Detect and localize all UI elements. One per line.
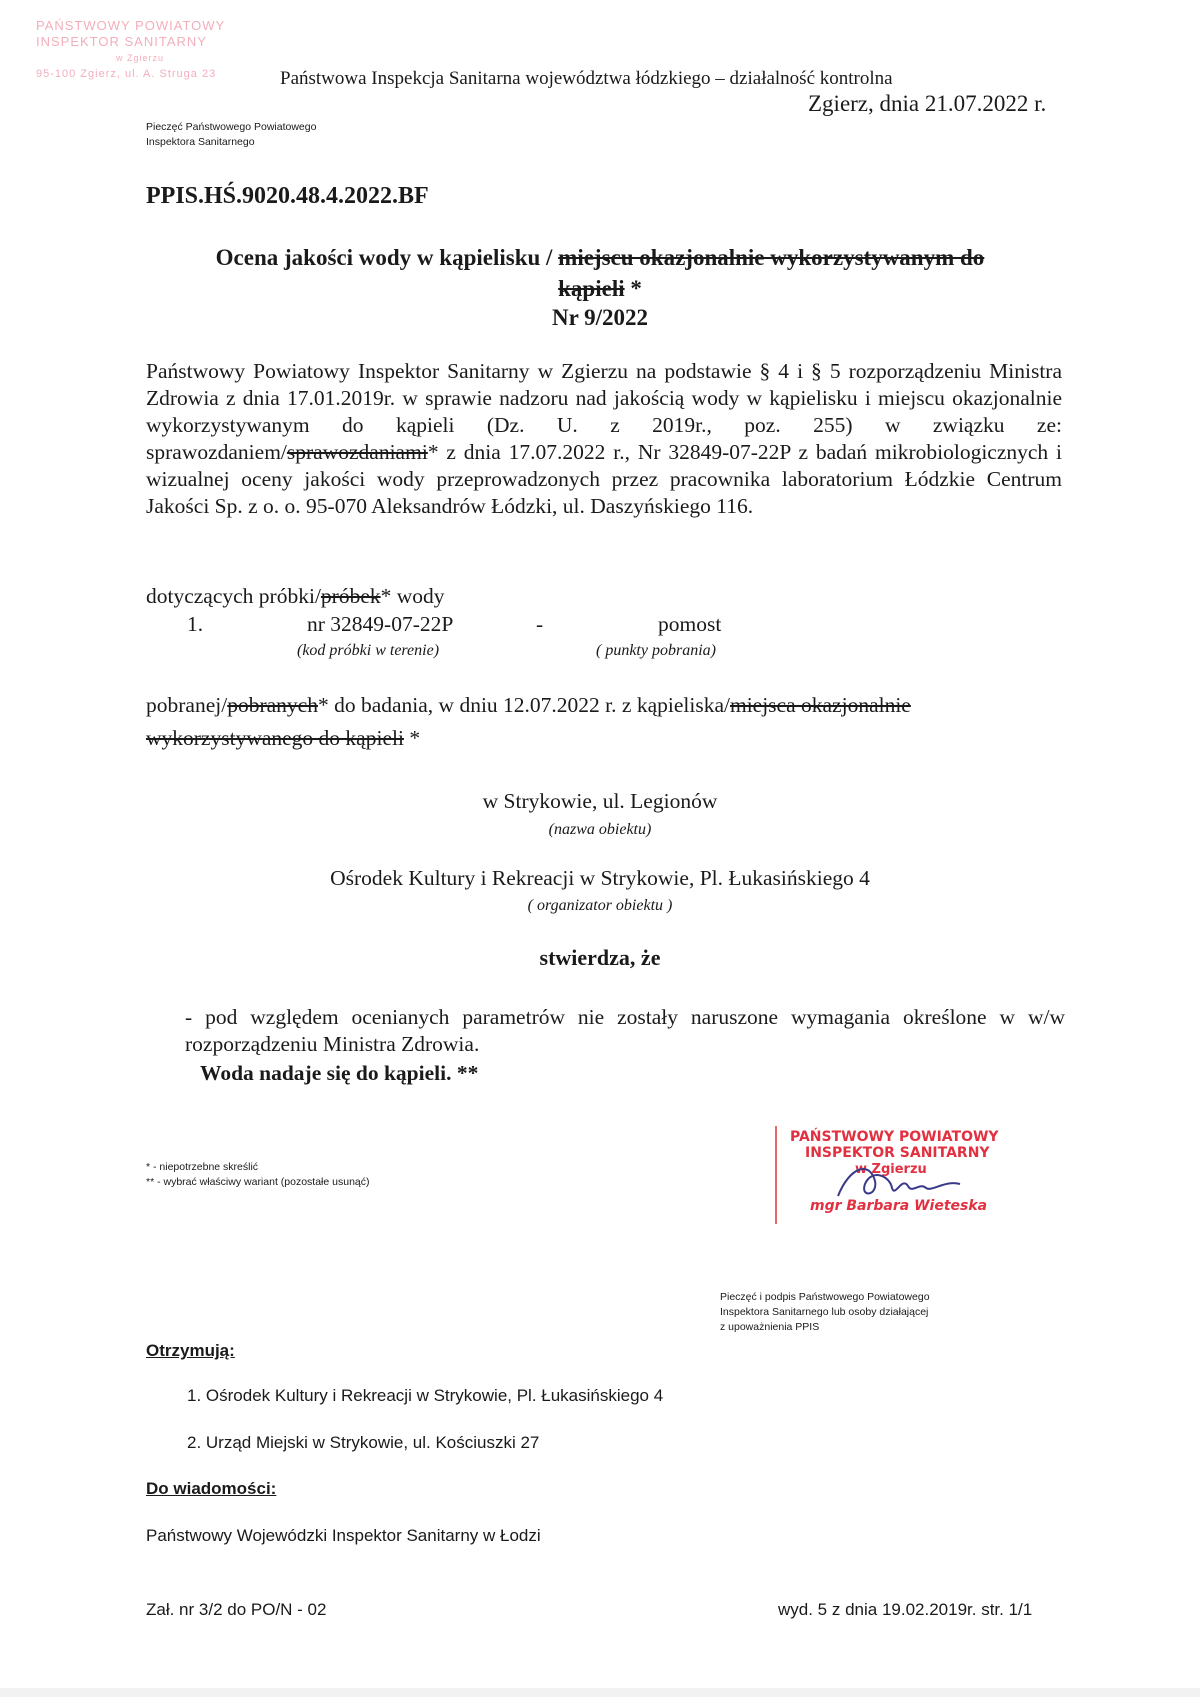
- signature-stamp-line: w Zgierzu: [855, 1162, 927, 1177]
- signature-stamp: [775, 1126, 1025, 1226]
- footnote: ** - wybrać właściwy wariant (pozostałe usunąć): [146, 1176, 370, 1188]
- states-heading: stwierdza, że: [539, 945, 661, 970]
- body-struck-text: sprawozdaniami: [286, 440, 428, 464]
- document-title: [0, 245, 1200, 271]
- handwritten-signature: [830, 1156, 970, 1206]
- object-organizer: Ośrodek Kultury i Rekreacji w Strykowie, Pl. Łukasińskiego 4: [330, 866, 870, 890]
- title-asterisk: *: [624, 276, 642, 301]
- sample-intro-text: * wody: [380, 584, 445, 608]
- sample-intro-text: dotyczących próbki/: [146, 584, 321, 608]
- collection-text: * do badania, w dniu 12.07.2022 r. z kąpieliska/: [317, 693, 730, 717]
- body-text: * z dnia 17.07.2022 r., Nr 32849-07-22P z badań mikrobiologicznych i wizualnej oceny jakości wody przeprowadzonych przez pracownika laboratorium Łódzkie Centrum Jakości Sp. z o. o. 95-070 Aleksandrów Łódzki, ul. Daszyńskiego 116.: [146, 440, 1062, 518]
- body-paragraph: [146, 358, 1062, 520]
- sample-code: nr 32849-07-22P: [307, 612, 454, 636]
- sample-dash: -: [536, 612, 544, 636]
- collection-text: *: [403, 726, 421, 750]
- document-number: PPIS.HŚ.9020.48.4.2022.BF: [146, 183, 429, 209]
- signature-stamp-name: mgr Barbara Wieteska: [810, 1198, 988, 1214]
- collection-struck: pobranych: [227, 693, 318, 717]
- title-struck-text: kąpieli: [558, 276, 625, 301]
- sample-point-caption: ( punkty pobrania): [596, 642, 716, 659]
- institution-header: Państwowa Inspekcja Sanitarna województwa łódzkiego – działalność kontrolna: [280, 68, 893, 89]
- recipient-item: 2. Urząd Miejski w Strykowie, ul. Kościuszki 27: [187, 1433, 540, 1452]
- object-name-caption: (nazwa obiektu): [548, 821, 652, 838]
- collection-paragraph: [146, 689, 1066, 755]
- stamp-line: INSPEKTOR SANITARNY: [36, 34, 207, 49]
- signature-caption-line: Pieczęć i podpis Państwowego Powiatowego: [720, 1291, 930, 1303]
- header-stamp: [36, 18, 286, 82]
- stamp-line: 95-100 Zgierz, ul. A. Struga 23: [36, 68, 217, 80]
- signature-caption-line: Inspektora Sanitarnego lub osoby działającej: [720, 1306, 929, 1318]
- for-info-recipient: Państwowy Wojewódzki Inspektor Sanitarny w Łodzi: [146, 1526, 541, 1545]
- signature-stamp-line: INSPEKTOR SANITARNY: [805, 1145, 990, 1161]
- footnote: * - niepotrzebne skreślić: [146, 1161, 259, 1173]
- stamp-line: w Zgierzu: [116, 53, 165, 63]
- sample-intro: [146, 584, 445, 609]
- footer-edition: wyd. 5 z dnia 19.02.2019r. str. 1/1: [778, 1600, 1033, 1619]
- title-text: Ocena jakości wody w kąpielisku /: [215, 245, 559, 270]
- signature-caption-line: z upoważnienia PPIS: [720, 1321, 820, 1333]
- sample-code-caption: (kod próbki w terenie): [297, 642, 440, 659]
- sample-point: pomost: [658, 612, 722, 636]
- scan-edge: [0, 1688, 1200, 1697]
- object-organizer-caption: ( organizator obiektu ): [527, 897, 673, 914]
- signature-caption: [720, 1290, 930, 1335]
- title-struck-text: miejscu okazjonalnie wykorzystywanym do: [558, 245, 985, 270]
- footnotes: [146, 1160, 370, 1190]
- stamp-label-line: Pieczęć Państwowego Powiatowego: [146, 121, 317, 133]
- sample-intro-struck: próbek: [320, 584, 381, 608]
- document-title-line2: [0, 276, 1200, 302]
- stamp-border-line: [775, 1126, 777, 1224]
- recipients-heading: Otrzymują:: [146, 1341, 235, 1360]
- object-name: w Strykowie, ul. Legionów: [482, 789, 718, 813]
- collection-struck: miejsca okazjonalnie wykorzystywanego do kąpieli: [146, 693, 911, 750]
- water-verdict: Woda nadaje się do kąpieli. **: [200, 1061, 479, 1085]
- finding-text: - pod względem ocenianych parametrów nie zostały naruszone wymagania określone w w/w rozporządzeniu Ministra Zdrowia.: [185, 1005, 1065, 1056]
- stamp-line: PAŃSTWOWY POWIATOWY: [36, 18, 226, 33]
- footer-attachment: Zał. nr 3/2 do PO/N - 02: [146, 1600, 327, 1619]
- signature-stamp-line: PAŃSTWOWY POWIATOWY: [790, 1129, 999, 1145]
- place-date: Zgierz, dnia 21.07.2022 r.: [808, 91, 1047, 116]
- assessment-number: Nr 9/2022: [551, 305, 649, 330]
- sample-row-number: 1.: [187, 612, 204, 636]
- stamp-label-line: Inspektora Sanitarnego: [146, 136, 255, 148]
- stamp-label: [146, 120, 316, 150]
- collection-text: pobranej/: [146, 693, 228, 717]
- body-text: Państwowy Powiatowy Inspektor Sanitarny w Zgierzu na podstawie § 4 i § 5 rozporządzeniu Ministra Zdrowia z dnia 17.01.2019r. w sprawie nadzoru nad jakością wody w kąpielisku i miejscu okazjonalnie wykorzystywanym do kąpieli (Dz. U. z 2019r., poz. 255) w związku ze: sprawozdaniem/: [146, 359, 1062, 464]
- for-info-heading: Do wiadomości:: [146, 1479, 277, 1498]
- recipient-item: 1. Ośrodek Kultury i Rekreacji w Strykowie, Pl. Łukasińskiego 4: [187, 1386, 664, 1405]
